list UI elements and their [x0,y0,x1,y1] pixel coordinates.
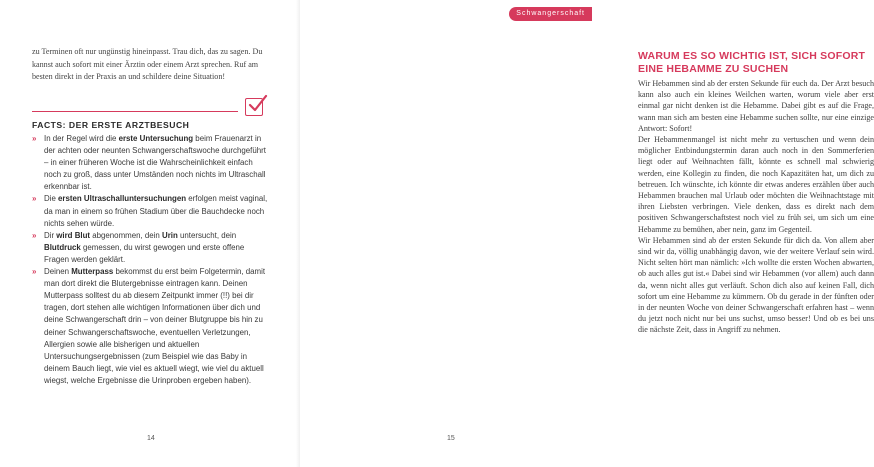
fact-text: beim Frauenarzt in der achten oder neunten Schwangerschaftswoche durchgeführt – in einer früheren Woche ist die Wahrscheinlichkeit einfach noch zu groß, dass unter Umständen noch nichts im Ultraschall erkennbar ist. [44,134,266,192]
fact-emphasis: ersten Ultraschalluntersuchungen [58,194,187,204]
facts-title: FACTS: DER ERSTE ARZTBESUCH [32,120,190,130]
section-heading: WARUM ES SO WICHTIG IST, SICH SOFORT EINE HEBAMME ZU SUCHEN [638,50,866,75]
left-page [0,0,300,467]
list-item [32,133,268,193]
body-paragraph: Der Hebammenmangel ist nicht mehr zu vertuschen und wenn dein möglicher Entbindungstermin daran auch noch in den Sommerferien liegt oder auf Weihnachten fällt, könnte es schnell mal schwierig werden, eine Kollegin zu finden, die noch Kapazitäten hat, um dich zu betreuen. Ich wünschte, ich könnte dir etwas anderes erzählen über auch Hebammen brauchen mal Urlaub oder möchten die Weihnachtstage mit ihren Liebsten verbringen. Viele denken, dass es direkt nach dem positiven Schwangerschaftstest noch viel zu früh sei, um sich um eine Hebamme zu bemühen, aber nein, ganz im Gegenteil. [638,135,874,234]
intro-paragraph: zu Terminen oft nur ungünstig hineinpasst. Trau dich, das zu sagen. Du kannst auch sofort mit einer Ärztin oder einem Arzt sprechen. Ruf am besten direkt in der Praxis an und schildere deine Situation! [32,47,263,81]
fact-text: In der Regel wird die [44,134,119,143]
facts-list [32,133,268,387]
fact-text: Dir [44,230,57,240]
body-paragraph: Wir Hebammen sind ab der ersten Sekunde für euch da. Der Arzt besuch kann also auch ein kleines Weilchen warten, worum viele aber erst einmal gar nicht denken ist die Hebamme. Dabei gibt es auf die Frage, wann man sich am besten eine Hebamme suchen sollte, nur eine einzige Antwort: Sofort! [638,79,874,133]
fact-emphasis: wird Blut [56,230,91,240]
fact-text: bekommst du erst beim Folgetermin, damit man dort direkt die Blutergebnisse eintragen kann. Deinen Mutterpass solltest du ab diesem Zeitpunkt immer (!!) bei dir tragen, dort stehen alle wichtigen Informationen über dich und deine Schwangerschaft drin – von deiner Blutgruppe bis hin zu deiner Schwangerschaftswoche, eventuellen Verletzungen, Allergien sowie alle bisherigen und aktuellen Untersuchungsergebnissen (zum Beispiel wie das Baby in deinem Bauch liegt, wie viel es aktuell wiegt, wie viel du aktuell wiegst, welche Ergebnisse die Urinproben ergeben haben). [44,267,266,385]
fact-text: abgenommen, dein [90,230,162,240]
fact-emphasis: erste Untersuchung [118,134,194,143]
body-text [638,78,874,336]
page-number-left: 14 [147,435,155,442]
running-head-tab: Schwangerschaft [509,7,592,21]
page-number-right: 15 [447,435,455,442]
check-mark-icon [246,93,268,115]
fact-text: gemessen, du wirst gewogen und erste offene Fragen werden geklärt. [44,242,245,264]
list-item [32,266,268,387]
list-item [32,193,268,229]
fact-text: untersucht, dein [177,230,237,240]
right-page [300,0,874,467]
fact-emphasis: Mutterpass [71,267,114,277]
section-divider [32,111,238,112]
fact-emphasis: Urin [162,230,178,240]
list-item [32,230,268,266]
intro-text [32,46,270,84]
checkbox-check-icon [245,98,263,116]
fact-text: Die [44,194,59,204]
fact-emphasis: Blutdruck [44,242,81,252]
body-paragraph: Wir Hebammen sind ab der ersten Sekunde für dich da. Von allem aber sind wir da, völlig unabhängig davon, wie der weitere Verlauf sein wird. Nicht selten hört man nämlich: »Ich wollte die ersten Wochen abwarten, ob auch alles gut ist.« Dabei sind wir Hebammen (vor allem) auch dann da, wenn nicht alles gut verläuft. Schon dich also auf keinen Fall, dich sofort um eine Hebamme zu kümmern. Ob du gerade in der fünften oder in der neunten Woche von deiner Schwangerschaft erfahren hast – wenn du jetzt noch nicht nur bei uns suchst, umso besser! Und ob es bei uns die nächste Zeit, dass in Angriff zu nehmen. [638,235,874,335]
fact-text: Deinen [44,267,72,277]
fact-text: erfolgen meist vaginal, da man in einem so frühen Stadium über die Bauchdecke noch nichts sehen würde. [44,194,268,228]
